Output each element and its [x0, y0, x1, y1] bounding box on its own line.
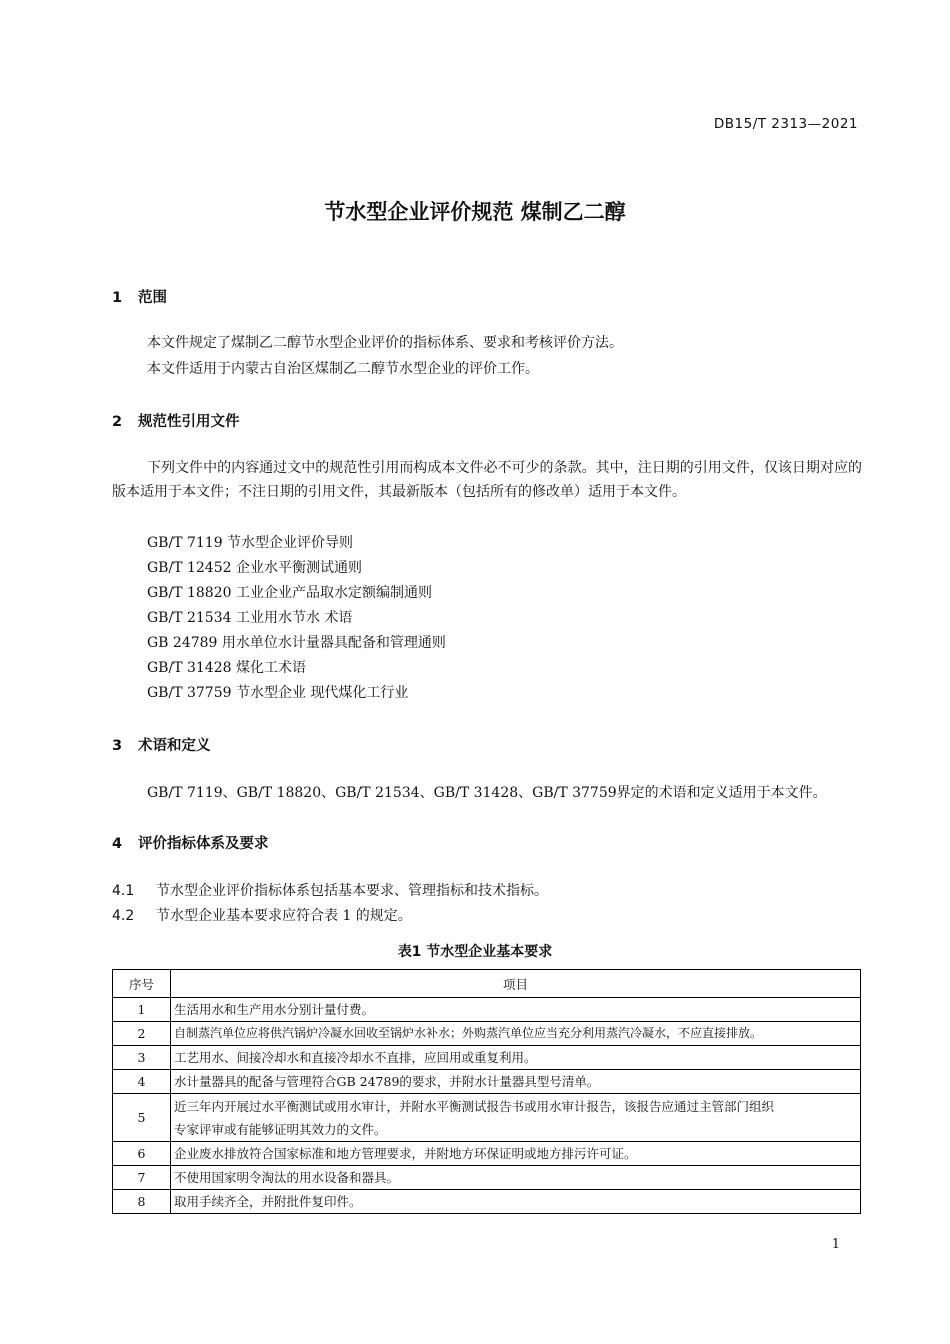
- table-row: [113, 1046, 861, 1070]
- table-row: [113, 1190, 861, 1214]
- table-row: [113, 998, 861, 1022]
- row-number: 6: [113, 1142, 171, 1166]
- row-text: 水计量器具的配备与管理符合GB 24789的要求，并附水计量器具型号清单。: [171, 1070, 861, 1094]
- column-header-item: 项目: [171, 970, 861, 998]
- section-number: 1: [112, 290, 123, 306]
- reference-item: GB/T 7119 节水型企业评价导则: [147, 535, 354, 551]
- reference-item: GB/T 37759 节水型企业 现代煤化工行业: [147, 685, 409, 701]
- section-3-heading: [112, 734, 211, 755]
- reference-item: GB/T 12452 企业水平衡测试通则: [147, 560, 362, 576]
- row-number: 7: [113, 1166, 171, 1190]
- clause-number: 4.1: [112, 883, 135, 899]
- table-header-row: [113, 970, 861, 998]
- row-text: 取用手续齐全，并附批件复印件。: [171, 1190, 861, 1214]
- section-number: 2: [112, 414, 123, 430]
- section-2-para-1: 下列文件中的内容通过文中的规范性引用而构成本文件必不可少的条款。其中，注日期的引用文件，仅该日期对应的版本适用于本文件；不注日期的引用文件，其最新版本（包括所有的修改单）适用于本文件。: [112, 460, 862, 500]
- clause-text: 节水型企业评价指标体系包括基本要求、管理指标和技术指标。: [156, 883, 548, 899]
- row-text: [171, 1094, 861, 1142]
- clause-4-2: [112, 905, 412, 925]
- reference-item: GB 24789 用水单位水计量器具配备和管理通则: [147, 635, 446, 651]
- row-number: 1: [113, 998, 171, 1022]
- section-1-heading: [112, 286, 167, 307]
- section-2-heading: [112, 410, 240, 431]
- section-3-para-1: GB/T 7119、GB/T 18820、GB/T 21534、GB/T 31428、GB/T 37759界定的术语和定义适用于本文件。: [147, 785, 827, 801]
- section-4-heading: [112, 832, 269, 853]
- table-row: [113, 1070, 861, 1094]
- page-number: 1: [831, 1237, 840, 1252]
- document-title: 节水型企业评价规范 煤制乙二醇: [324, 200, 626, 224]
- table-row: [113, 1022, 861, 1046]
- section-number: 3: [112, 738, 123, 754]
- section-title: 规范性引用文件: [138, 414, 240, 430]
- clause-4-1: [112, 880, 548, 900]
- clause-text: 节水型企业基本要求应符合表 1 的规定。: [156, 908, 412, 924]
- document-code: DB15/T 2313—2021: [713, 116, 858, 132]
- row-text-line: 专家评审或有能够证明其效力的文件。: [174, 1121, 387, 1137]
- row-text: 企业废水排放符合国家标准和地方管理要求，并附地方环保证明或地方排污许可证。: [171, 1142, 861, 1166]
- reference-item: GB/T 18820 工业企业产品取水定额编制通则: [147, 585, 432, 601]
- clause-number: 4.2: [112, 908, 135, 924]
- reference-item: GB/T 31428 煤化工术语: [147, 660, 306, 676]
- reference-item: GB/T 21534 工业用水节水 术语: [147, 610, 353, 626]
- section-title: 评价指标体系及要求: [138, 836, 269, 852]
- table-row: [113, 1142, 861, 1166]
- row-number: 3: [113, 1046, 171, 1070]
- requirements-table: [112, 969, 861, 1214]
- section-number: 4: [112, 836, 123, 852]
- section-title: 范围: [138, 290, 167, 306]
- row-text: 不使用国家明令淘汰的用水设备和器具。: [171, 1166, 861, 1190]
- row-text-line: 近三年内开展过水平衡测试或用水审计，并附水平衡测试报告书或用水审计报告，该报告应通过主管部门组织: [174, 1098, 775, 1114]
- table-row: [113, 1094, 861, 1142]
- row-number: 4: [113, 1070, 171, 1094]
- table-caption: 表1 节水型企业基本要求: [397, 944, 553, 960]
- row-text: 工艺用水、间接冷却水和直接冷却水不直排，应回用或重复利用。: [171, 1046, 861, 1070]
- section-1-para-2: 本文件适用于内蒙古自治区煤制乙二醇节水型企业的评价工作。: [147, 361, 539, 377]
- column-header-no: 序号: [113, 970, 171, 998]
- row-text: 自制蒸汽单位应将供汽锅炉冷凝水回收至锅炉水补水；外购蒸汽单位应当充分利用蒸汽冷凝水，不应直接排放。: [171, 1022, 861, 1046]
- section-1-para-1: 本文件规定了煤制乙二醇节水型企业评价的指标体系、要求和考核评价方法。: [147, 335, 623, 351]
- row-number: 2: [113, 1022, 171, 1046]
- row-number: 5: [113, 1094, 171, 1142]
- table-row: [113, 1166, 861, 1190]
- row-text: 生活用水和生产用水分别计量付费。: [171, 998, 861, 1022]
- row-number: 8: [113, 1190, 171, 1214]
- section-title: 术语和定义: [138, 738, 211, 754]
